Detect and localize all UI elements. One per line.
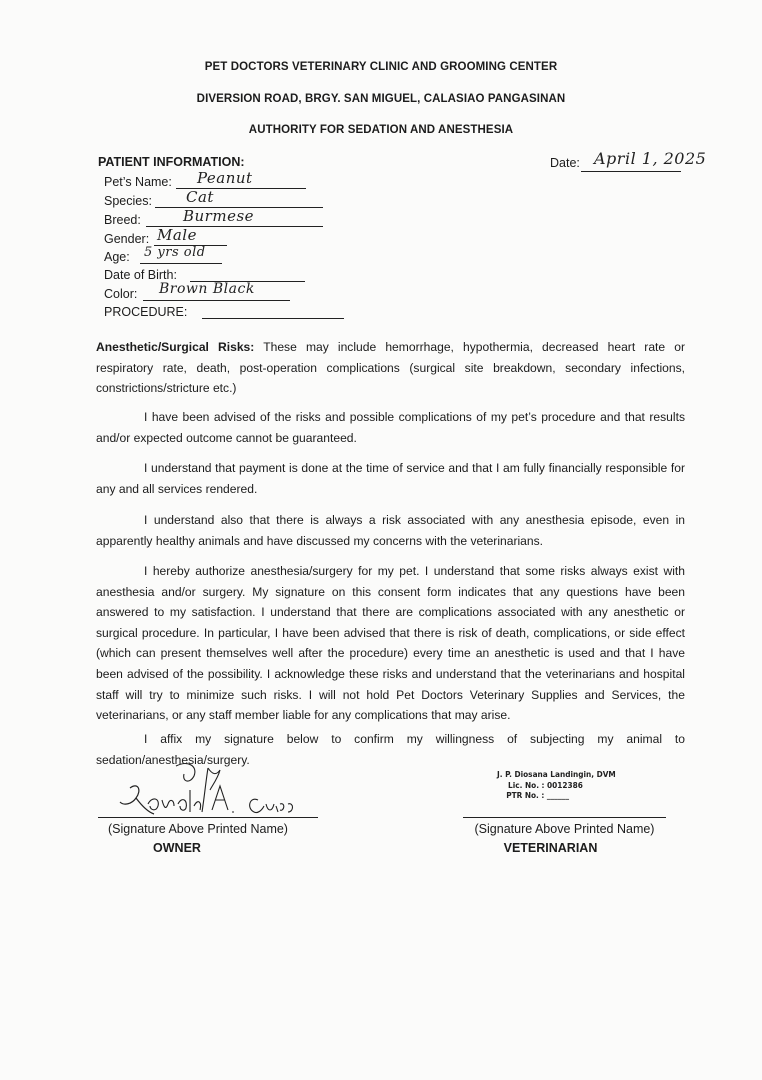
- paragraph-anesthesia-risk: I understand also that there is always a risk associated with any anesthesia episode, even in apparently healthy animals and have discussed my concerns with the veterinarians.: [96, 513, 685, 548]
- breed-value[interactable]: Burmese: [183, 207, 255, 225]
- vet-stamp-ptr: PTR No. : ______: [506, 791, 570, 800]
- color-value[interactable]: Brown Black: [159, 281, 255, 297]
- vet-signature-label: (Signature Above Printed Name): [474, 822, 655, 836]
- paragraph-authorization: I hereby authorize anesthesia/surgery for my pet. I understand that some risks always exist with anesthesia and/or surgery. My signature on this consent form indicates that any questions have been answered to my satisfaction. I understand that there are complications associated with any anesthetic or surgical procedure. In particular, I have been advised that there is risk of death, complications, or side effect (which can present themselves well after the procedure) every time an anesthetic is used and that I have been advised of the possibility. I acknowledge these risks and understand that the veterinarians and hospital staff will try to minimize such risks. I will not hold Pet Doctors Veterinary Supplies and Services, the veterinarians, or any staff member liable for any complications that may arise.: [96, 564, 685, 723]
- paragraph-affix-signature: I affix my signature below to confirm my willingness of subjecting my animal to sedation/anesthesia/surgery.: [96, 732, 685, 767]
- owner-signature-image: [98, 760, 298, 822]
- date-value[interactable]: April 1, 2025: [594, 149, 707, 168]
- form-title: AUTHORITY FOR SEDATION AND ANESTHESIA: [248, 124, 514, 136]
- paragraph-payment: I understand that payment is done at the time of service and that I am fully financially responsible for any and all services rendered.: [96, 461, 685, 496]
- age-value[interactable]: 5 yrs old: [144, 245, 206, 260]
- gender-label: Gender:: [104, 232, 150, 246]
- clinic-address: DIVERSION ROAD, BRGY. SAN MIGUEL, CALASIAO PANGASINAN: [196, 93, 566, 105]
- gender-value[interactable]: Male: [157, 226, 197, 244]
- risks-text: These may include hemorrhage, hypothermia, decreased heart rate or respiratory rate, death, post-operation complications (surgical site breakdown, secondary infections, constrictions/stricture etc.): [96, 340, 685, 396]
- dob-label: Date of Birth:: [104, 268, 177, 282]
- risks-paragraph: [96, 337, 685, 399]
- species-value[interactable]: Cat: [186, 188, 214, 206]
- vet-signature-line: [463, 817, 666, 818]
- vet-stamp-name: J. P. Diosana Landingin, DVM: [497, 770, 616, 779]
- pet-name-label: Pet’s Name:: [104, 175, 172, 189]
- color-line: [143, 300, 290, 301]
- clinic-name: PET DOCTORS VETERINARY CLINIC AND GROOMING CENTER: [204, 61, 558, 73]
- vet-stamp-license: Lic. No. : 0012386: [508, 780, 583, 790]
- pet-name-value[interactable]: Peanut: [197, 169, 253, 187]
- owner-signature-label: (Signature Above Printed Name): [108, 822, 288, 836]
- procedure-label: PROCEDURE:: [104, 305, 188, 319]
- vet-role: VETERINARIAN: [503, 841, 598, 855]
- vet-stamp: [497, 770, 616, 802]
- breed-label: Breed:: [104, 213, 141, 227]
- procedure-line: [202, 318, 344, 319]
- species-label: Species:: [104, 194, 152, 208]
- date-label: Date:: [550, 156, 580, 170]
- age-label: Age:: [104, 250, 130, 264]
- paragraph-risks-advised: I have been advised of the risks and possible complications of my pet’s procedure and that results and/or expected outcome cannot be guaranteed.: [96, 410, 685, 445]
- date-line: [581, 171, 681, 172]
- age-line: [140, 263, 222, 264]
- owner-signature-line: [98, 817, 318, 818]
- owner-role: OWNER: [153, 841, 201, 855]
- patient-info-title: PATIENT INFORMATION:: [98, 155, 245, 169]
- color-label: Color:: [104, 287, 138, 301]
- risks-heading: Anesthetic/Surgical Risks:: [96, 340, 255, 354]
